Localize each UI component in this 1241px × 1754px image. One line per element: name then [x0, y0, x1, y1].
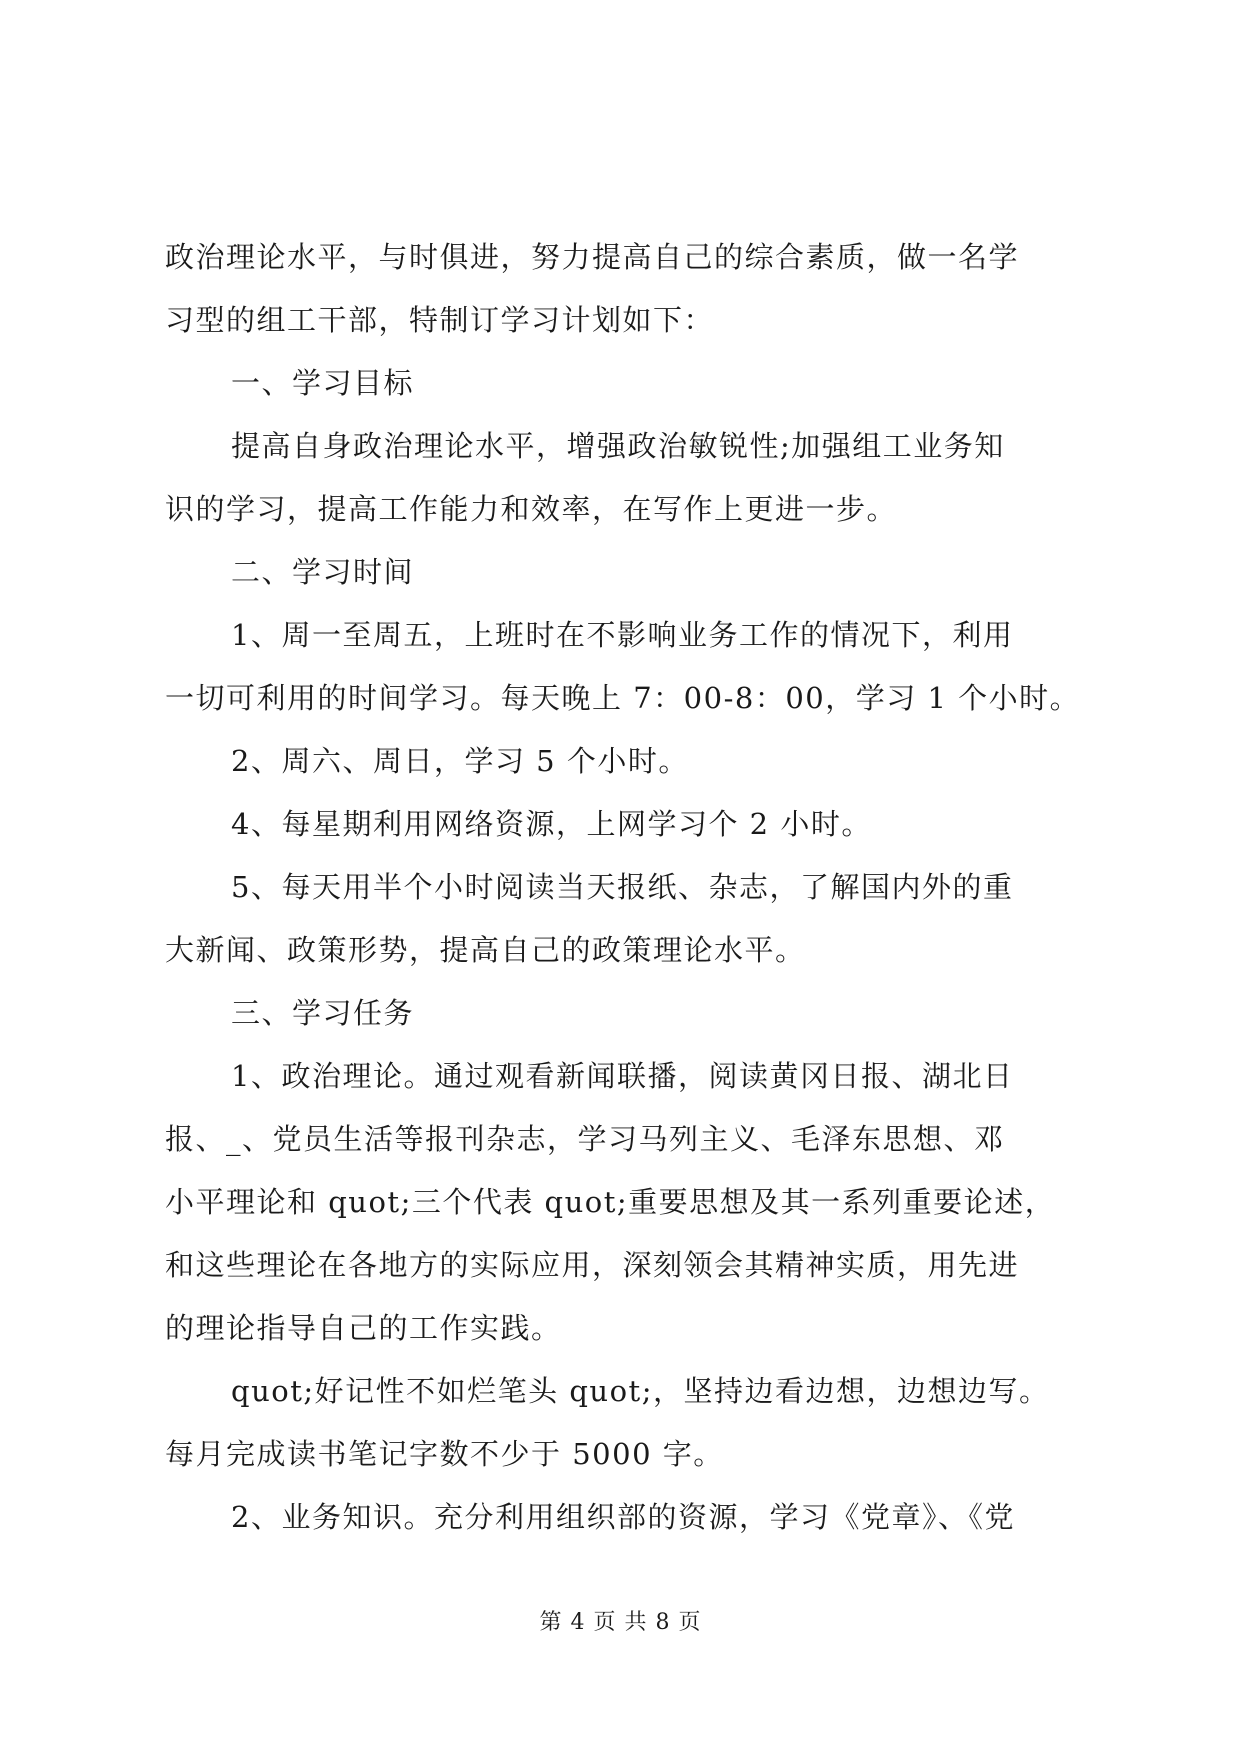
page-number-footer: 第 4 页 共 8 页 [539, 1610, 702, 1635]
text-line: 政治理论水平，与时俱进，努力提高自己的综合素质，做一名学 [165, 240, 1020, 274]
text-line: 识的学习，提高工作能力和效率，在写作上更进一步。 [165, 492, 898, 526]
text-line: 二、学习时间 [231, 555, 415, 589]
text-line: 每月完成读书笔记字数不少于 5000 字。 [165, 1437, 724, 1471]
text-line: 大新闻、政策形势，提高自己的政策理论水平。 [165, 933, 806, 967]
text-line: 提高自身政治理论水平，增强政治敏锐性;加强组工业务知 [231, 429, 1005, 463]
text-line: 2、周六、周日，学习 5 个小时。 [231, 744, 689, 778]
text-line: 的理论指导自己的工作实践。 [165, 1311, 562, 1345]
text-line: 5、每天用半个小时阅读当天报纸、杂志，了解国内外的重 [231, 870, 1014, 904]
text-line: quot;好记性不如烂笔头 quot;，坚持边看边想，边想边写。 [231, 1374, 1050, 1408]
text-line: 1、周一至周五，上班时在不影响业务工作的情况下，利用 [231, 618, 1014, 652]
text-line: 和这些理论在各地方的实际应用，深刻领会其精神实质，用先进 [165, 1248, 1020, 1282]
text-line: 一切可利用的时间学习。每天晚上 7：00-8：00，学习 1 个小时。 [165, 681, 1081, 715]
text-line: 1、政治理论。通过观看新闻联播，阅读黄冈日报、湖北日 [231, 1059, 1014, 1093]
text-line: 习型的组工干部，特制订学习计划如下： [165, 303, 715, 337]
text-line: 4、每星期利用网络资源，上网学习个 2 小时。 [231, 807, 872, 841]
text-line: 报、_、党员生活等报刊杂志，学习马列主义、毛泽东思想、邓 [165, 1122, 1005, 1156]
text-line: 一、学习目标 [231, 366, 415, 400]
text-line: 三、学习任务 [231, 996, 415, 1030]
document-body [165, 226, 1085, 1549]
text-line: 小平理论和 quot;三个代表 quot;重要思想及其一系列重要论述， [165, 1185, 1056, 1219]
text-line: 2、业务知识。充分利用组织部的资源，学习《党章》、《党 [231, 1500, 1015, 1534]
